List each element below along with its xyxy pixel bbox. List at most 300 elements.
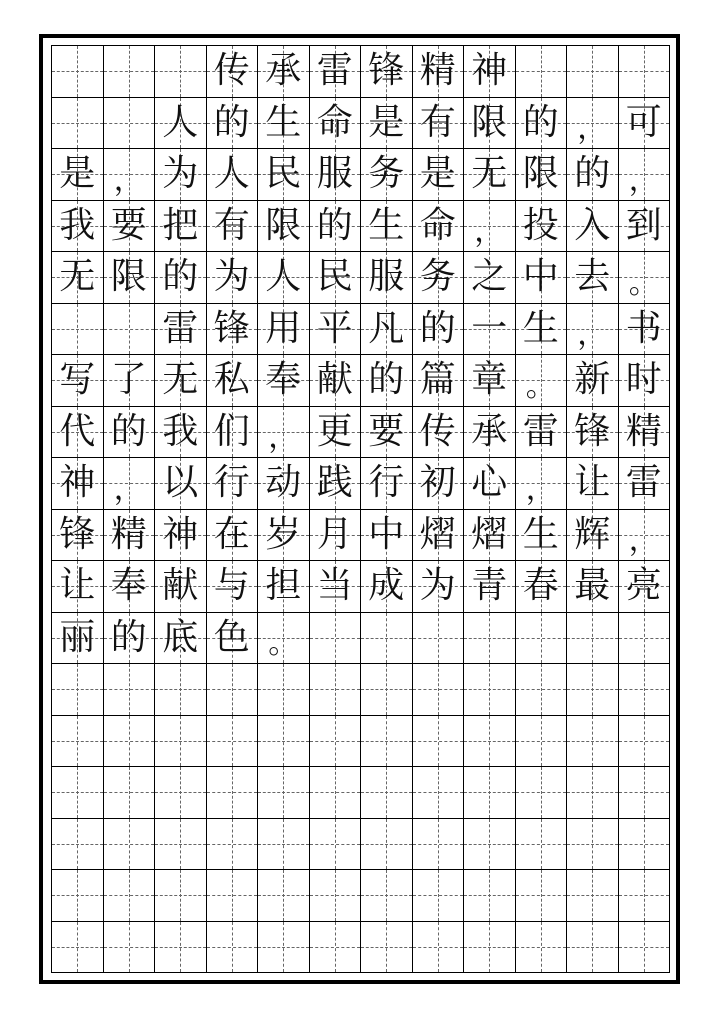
handwritten-character: 担	[265, 565, 302, 607]
handwritten-character: 成	[368, 565, 405, 607]
grid-cell	[52, 767, 104, 819]
grid-cell	[258, 510, 310, 562]
handwritten-character: 丽	[59, 616, 96, 658]
grid-cell	[207, 716, 259, 768]
grid-cell	[155, 613, 207, 665]
handwritten-character: 服	[316, 153, 353, 195]
handwritten-character: 了	[110, 359, 147, 401]
handwritten-character: 无	[471, 153, 508, 195]
grid-cell	[413, 664, 465, 716]
grid-cell	[207, 149, 259, 201]
handwritten-character: 熠	[471, 513, 508, 555]
grid-cell	[619, 767, 671, 819]
handwritten-character: 底	[162, 616, 199, 658]
grid-cell	[310, 613, 362, 665]
grid-cell	[258, 407, 310, 459]
handwritten-character: 用	[265, 307, 302, 349]
grid-cell	[567, 870, 619, 922]
grid-cell	[52, 613, 104, 665]
handwritten-character: 民	[265, 153, 302, 195]
grid-cell	[619, 252, 671, 304]
handwritten-character: 精	[110, 513, 147, 555]
grid-cell	[155, 716, 207, 768]
grid-cell	[310, 819, 362, 871]
handwritten-character: 奉	[265, 359, 302, 401]
handwritten-character: 献	[162, 565, 199, 607]
handwritten-character: 我	[162, 410, 199, 452]
punctuation-mark: ，	[577, 111, 608, 146]
grid-cell	[207, 561, 259, 613]
grid-cell	[52, 149, 104, 201]
handwritten-character: 们	[213, 410, 250, 452]
punctuation-mark: ，	[268, 420, 299, 455]
handwritten-character: 雷	[162, 307, 199, 349]
grid-cell	[567, 46, 619, 98]
handwritten-character: 一	[471, 307, 508, 349]
grid-cell	[413, 561, 465, 613]
grid-cell	[464, 458, 516, 510]
grid-cell	[310, 510, 362, 562]
handwritten-character: 到	[625, 204, 662, 246]
grid-cell	[516, 252, 568, 304]
grid-cell	[516, 98, 568, 150]
grid-cell	[567, 355, 619, 407]
handwritten-character: 限	[265, 204, 302, 246]
handwritten-character: 神	[59, 462, 96, 504]
grid-cell	[516, 870, 568, 922]
grid-cell	[567, 922, 619, 974]
grid-cell	[516, 716, 568, 768]
grid-cell	[567, 716, 619, 768]
handwritten-character: 行	[368, 462, 405, 504]
handwritten-character: 的	[316, 204, 353, 246]
handwritten-character: 春	[522, 565, 559, 607]
handwritten-character: 限	[110, 256, 147, 298]
handwritten-character: 的	[110, 616, 147, 658]
grid-cell	[567, 201, 619, 253]
handwritten-character: 无	[162, 359, 199, 401]
punctuation-mark: 。	[268, 626, 299, 661]
grid-cell	[619, 922, 671, 974]
handwritten-character: 锋	[368, 50, 405, 92]
grid-cell	[567, 149, 619, 201]
grid-cell	[361, 46, 413, 98]
punctuation-mark: ，	[577, 317, 608, 352]
grid-cell	[258, 613, 310, 665]
handwritten-character: 为	[213, 256, 250, 298]
handwritten-character: 岁	[265, 513, 302, 555]
handwritten-character: 辉	[574, 513, 611, 555]
grid-cell	[310, 561, 362, 613]
grid-cell	[464, 767, 516, 819]
grid-cell	[310, 46, 362, 98]
grid-cell	[258, 355, 310, 407]
handwritten-character: 新	[574, 359, 611, 401]
handwritten-character: 写	[59, 359, 96, 401]
grid-cell	[464, 922, 516, 974]
grid-cell	[464, 252, 516, 304]
handwritten-character: 章	[471, 359, 508, 401]
handwritten-character: 以	[162, 462, 199, 504]
grid-cell	[207, 870, 259, 922]
grid-cell	[258, 922, 310, 974]
grid-cell	[413, 252, 465, 304]
handwritten-character: 把	[162, 204, 199, 246]
handwritten-character: 承	[265, 50, 302, 92]
handwritten-character: 人	[265, 256, 302, 298]
grid-cell	[464, 870, 516, 922]
handwritten-character: 心	[471, 462, 508, 504]
grid-cell	[619, 304, 671, 356]
handwritten-character: 亮	[625, 565, 662, 607]
grid-cell	[52, 355, 104, 407]
handwritten-character: 月	[316, 513, 353, 555]
grid-cell	[258, 664, 310, 716]
grid-cell	[464, 613, 516, 665]
handwritten-character: 限	[471, 101, 508, 143]
grid-cell	[619, 664, 671, 716]
handwritten-character: 当	[316, 565, 353, 607]
grid-cell	[413, 355, 465, 407]
grid-cell	[104, 355, 156, 407]
grid-cell	[464, 201, 516, 253]
grid-cell	[413, 46, 465, 98]
grid-cell	[52, 201, 104, 253]
grid-cell	[207, 407, 259, 459]
grid-cell	[155, 458, 207, 510]
grid-cell	[361, 613, 413, 665]
grid-cell	[361, 870, 413, 922]
handwritten-character: 之	[471, 256, 508, 298]
grid-cell	[619, 561, 671, 613]
grid-cell	[361, 664, 413, 716]
grid-cell	[207, 98, 259, 150]
grid-cell	[310, 870, 362, 922]
grid-cell	[52, 252, 104, 304]
handwritten-character: 践	[316, 462, 353, 504]
grid-cell	[310, 767, 362, 819]
handwritten-character: 神	[471, 50, 508, 92]
grid-cell	[361, 716, 413, 768]
grid-cell	[413, 716, 465, 768]
grid-cell	[155, 767, 207, 819]
grid-cell	[516, 149, 568, 201]
handwritten-character: 生	[368, 204, 405, 246]
grid-cell	[567, 98, 619, 150]
grid-cell	[207, 819, 259, 871]
grid-cell	[207, 355, 259, 407]
grid-cell	[567, 510, 619, 562]
grid-cell	[361, 767, 413, 819]
grid-cell	[104, 510, 156, 562]
punctuation-mark: 。	[525, 368, 556, 404]
handwritten-character: 行	[213, 462, 250, 504]
handwritten-character: 平	[316, 307, 353, 349]
grid-cell	[104, 767, 156, 819]
grid-cell	[619, 819, 671, 871]
grid-cell	[258, 870, 310, 922]
grid-cell	[361, 98, 413, 150]
grid-cell	[516, 458, 568, 510]
grid-cell	[567, 407, 619, 459]
handwritten-character: 雷	[625, 462, 662, 504]
handwritten-character: 生	[522, 513, 559, 555]
grid-cell	[258, 767, 310, 819]
grid-cell	[310, 201, 362, 253]
handwritten-character: 无	[59, 256, 96, 298]
grid-cell	[310, 922, 362, 974]
grid-cell	[516, 201, 568, 253]
handwritten-character: 要	[110, 204, 147, 246]
grid-cell	[155, 664, 207, 716]
grid-cell	[413, 613, 465, 665]
grid-cell	[361, 304, 413, 356]
punctuation-mark: ，	[113, 162, 144, 198]
grid-cell	[104, 252, 156, 304]
grid-cell	[258, 304, 310, 356]
grid-cell	[361, 561, 413, 613]
grid-cell	[413, 819, 465, 871]
handwritten-character: 限	[522, 153, 559, 195]
grid-cell	[104, 304, 156, 356]
grid-cell	[207, 458, 259, 510]
grid-cell	[361, 149, 413, 201]
grid-cell	[619, 149, 671, 201]
handwritten-character: 代	[59, 410, 96, 452]
grid-cell	[413, 458, 465, 510]
grid-cell	[155, 252, 207, 304]
grid-cell	[104, 716, 156, 768]
handwritten-character: 篇	[419, 359, 456, 401]
grid-cell	[104, 664, 156, 716]
handwritten-character: 在	[213, 513, 250, 555]
handwritten-character: 有	[419, 101, 456, 143]
grid-cell	[52, 664, 104, 716]
handwritten-character: 的	[162, 256, 199, 298]
grid-cell	[258, 98, 310, 150]
handwritten-character: 的	[522, 101, 559, 143]
grid-cell	[516, 304, 568, 356]
grid-cell	[619, 870, 671, 922]
grid-cell	[52, 510, 104, 562]
grid-cell	[619, 46, 671, 98]
grid-cell	[310, 304, 362, 356]
handwritten-character: 命	[316, 101, 353, 143]
grid-cell	[207, 664, 259, 716]
grid-cell	[104, 458, 156, 510]
handwritten-character: 私	[213, 359, 250, 401]
grid-cell	[104, 201, 156, 253]
grid-cell	[567, 664, 619, 716]
grid-cell	[413, 149, 465, 201]
handwritten-character: 要	[368, 410, 405, 452]
handwritten-character: 与	[213, 565, 250, 607]
handwritten-character: 的	[110, 410, 147, 452]
grid-cell	[464, 355, 516, 407]
grid-cell	[619, 355, 671, 407]
grid-cell	[104, 819, 156, 871]
grid-cell	[52, 98, 104, 150]
grid-cell	[413, 304, 465, 356]
grid-cell	[52, 716, 104, 768]
grid-cell	[413, 870, 465, 922]
grid-cell	[464, 98, 516, 150]
grid-cell	[155, 922, 207, 974]
grid-cell	[258, 561, 310, 613]
grid-cell	[413, 922, 465, 974]
handwritten-character: 承	[471, 410, 508, 452]
punctuation-mark: ，	[628, 523, 659, 558]
grid-cell	[104, 922, 156, 974]
handwritten-character: 为	[162, 153, 199, 195]
handwritten-character: 为	[419, 565, 456, 607]
handwritten-character: 锋	[574, 410, 611, 452]
grid-cell	[155, 870, 207, 922]
grid-cell	[516, 819, 568, 871]
grid-cell	[619, 407, 671, 459]
grid-cell	[310, 355, 362, 407]
handwritten-character: 神	[162, 513, 199, 555]
handwritten-character: 务	[368, 153, 405, 195]
grid-cell	[464, 407, 516, 459]
grid-cell	[104, 149, 156, 201]
grid-cell	[207, 304, 259, 356]
grid-cell	[516, 510, 568, 562]
grid-cell	[361, 355, 413, 407]
grid-cell	[310, 252, 362, 304]
grid-cell	[619, 716, 671, 768]
grid-cell	[310, 98, 362, 150]
grid-cell	[52, 922, 104, 974]
handwritten-character: 是	[419, 153, 456, 195]
grid-cell	[464, 561, 516, 613]
grid-cell	[464, 510, 516, 562]
grid-cell	[567, 613, 619, 665]
grid-cell	[155, 149, 207, 201]
grid-cell	[361, 510, 413, 562]
grid-cell	[52, 407, 104, 459]
punctuation-mark: 。	[628, 265, 659, 301]
grid-cell	[567, 304, 619, 356]
handwritten-character: 生	[265, 101, 302, 143]
grid-cell	[258, 716, 310, 768]
grid-cell	[310, 149, 362, 201]
grid-cell	[52, 561, 104, 613]
handwritten-character: 的	[368, 359, 405, 401]
grid-cell	[516, 664, 568, 716]
grid-cell	[207, 767, 259, 819]
grid-cell	[516, 613, 568, 665]
grid-cell	[516, 46, 568, 98]
grid-cell	[258, 252, 310, 304]
handwritten-character: 初	[419, 462, 456, 504]
grid-cell	[413, 767, 465, 819]
handwritten-character: 的	[574, 153, 611, 195]
handwritten-character: 凡	[368, 307, 405, 349]
grid-cell	[104, 870, 156, 922]
handwritten-character: 中	[522, 256, 559, 298]
handwritten-character: 务	[419, 256, 456, 298]
handwritten-character: 更	[316, 410, 353, 452]
grid-cell	[52, 870, 104, 922]
grid-cell	[52, 46, 104, 98]
grid-cell	[155, 819, 207, 871]
handwritten-character: 献	[316, 359, 353, 401]
handwritten-character: 精	[419, 50, 456, 92]
handwritten-character: 最	[574, 565, 611, 607]
grid-cell	[258, 149, 310, 201]
handwritten-character: 可	[625, 101, 662, 143]
grid-cell	[361, 201, 413, 253]
handwritten-character: 雷	[522, 410, 559, 452]
grid-cell	[104, 613, 156, 665]
grid-cell	[464, 819, 516, 871]
grid-cell	[155, 304, 207, 356]
handwritten-character: 时	[625, 359, 662, 401]
punctuation-mark: ，	[474, 214, 505, 249]
grid-cell	[516, 922, 568, 974]
grid-cell	[464, 304, 516, 356]
grid-cell	[258, 819, 310, 871]
grid-cell	[361, 458, 413, 510]
grid-cell	[516, 407, 568, 459]
grid-cell	[310, 664, 362, 716]
grid-cell	[516, 561, 568, 613]
handwritten-character: 服	[368, 256, 405, 298]
handwritten-character: 人	[213, 153, 250, 195]
handwritten-character: 我	[59, 204, 96, 246]
grid-cell	[155, 201, 207, 253]
handwritten-character: 去	[574, 256, 611, 298]
grid-cell	[207, 252, 259, 304]
grid-cell	[258, 46, 310, 98]
grid-cell	[52, 304, 104, 356]
handwritten-character: 是	[59, 153, 96, 195]
grid-cell	[52, 458, 104, 510]
grid-cell	[258, 201, 310, 253]
handwritten-character: 传	[213, 50, 250, 92]
handwritten-character: 青	[471, 565, 508, 607]
grid-cell	[413, 98, 465, 150]
grid-cell	[155, 407, 207, 459]
handwritten-character: 命	[419, 204, 456, 246]
grid-cell	[619, 458, 671, 510]
grid-cell	[619, 98, 671, 150]
grid-cell	[207, 613, 259, 665]
handwritten-character: 动	[265, 462, 302, 504]
grid-cell	[413, 510, 465, 562]
handwritten-character: 有	[213, 204, 250, 246]
grid-cell	[310, 458, 362, 510]
grid-cell	[361, 407, 413, 459]
grid-cell	[464, 664, 516, 716]
grid-cell	[155, 355, 207, 407]
handwritten-character: 奉	[110, 565, 147, 607]
grid-cell	[310, 407, 362, 459]
grid-cell	[567, 819, 619, 871]
grid-cell	[567, 458, 619, 510]
grid-cell	[155, 510, 207, 562]
grid-cell	[619, 613, 671, 665]
handwritten-character: 入	[574, 204, 611, 246]
grid-cell	[52, 819, 104, 871]
handwritten-character: 投	[522, 204, 559, 246]
handwritten-character: 书	[625, 307, 662, 349]
handwritten-character: 的	[419, 307, 456, 349]
grid-cell	[516, 767, 568, 819]
handwritten-character: 传	[419, 410, 456, 452]
grid-cell	[155, 561, 207, 613]
